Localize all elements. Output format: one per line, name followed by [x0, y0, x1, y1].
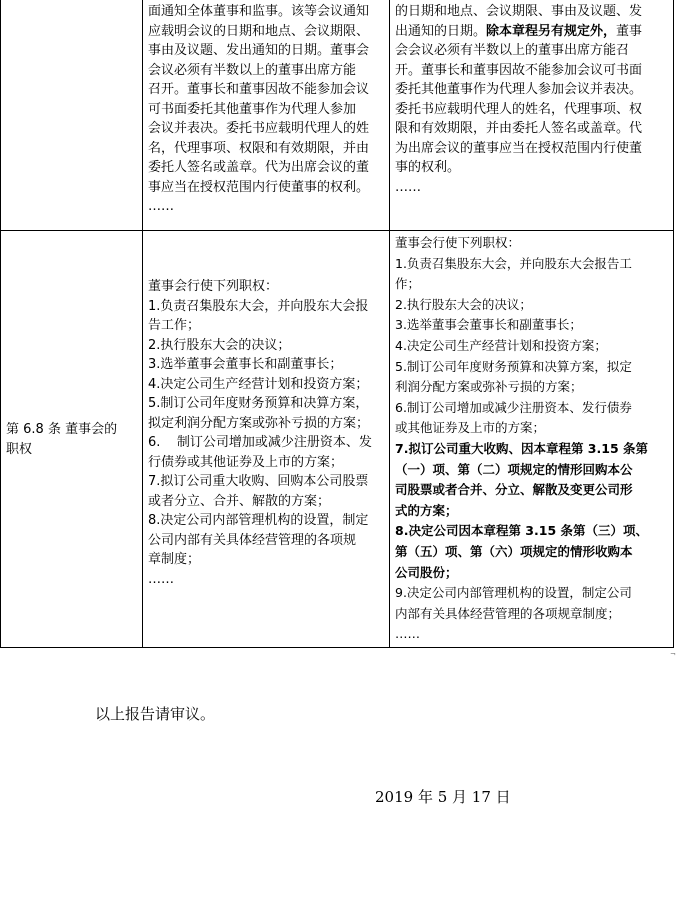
text-line: …… — [395, 179, 421, 195]
text-line: 利润分配方案或弥补亏损的方案； — [395, 379, 583, 395]
text-line: …… — [148, 571, 174, 587]
text-line: 章制度； — [148, 552, 201, 567]
text-line: 1.负责召集股东大会，并向股东大会报 — [148, 298, 369, 314]
text-line: 会会议必须有半数以上的董事出席方能召 — [395, 43, 630, 58]
article-label — [6, 420, 138, 460]
text-line-bold: 8.决定公司因本章程第 3.15 条第（三）项、 — [395, 523, 648, 539]
table-divider-2 — [389, 0, 390, 648]
text-line: 事应当在授权范围内行使董事的权利。 — [148, 179, 370, 195]
table-border-bottom — [0, 647, 674, 648]
text-line: 应载明会议的日期和地点、会议期限、 — [148, 23, 370, 39]
text-line: 召开。董事长和董事因故不能参加会议 — [148, 82, 370, 97]
text-line: 6. 制订公司增加或减少注册资本、发 — [148, 435, 372, 450]
report-date: 2019 年 5 月 17 日 — [375, 788, 511, 806]
text-line: 3.选举董事会董事长和副董事长； — [148, 357, 343, 372]
text-line: 6.制订公司增加或减少注册资本、发行债券 — [395, 399, 632, 415]
text-line: 会议并表决。委托书应载明代理人的姓 — [148, 121, 370, 136]
text-line: 出通知的日期。除本章程另有规定外，董事 — [395, 23, 643, 39]
article-label-line: 第 6.8 条 董事会的 — [6, 422, 118, 437]
text-line: 事的权利。 — [395, 160, 461, 175]
row1-revised-text — [395, 2, 669, 197]
text-line-bold: 7.拟订公司重大收购、因本章程第 3.15 条第 — [395, 440, 648, 456]
text-line-bold: 式的方案； — [395, 502, 458, 518]
text-line: 开。董事长和董事因故不能参加会议可书面 — [395, 62, 643, 78]
row-divider — [0, 230, 674, 231]
text-line: 1.负责召集股东大会，并向股东大会报告工 — [395, 255, 632, 271]
text-line: 内部有关具体经营管理的各项规章制度； — [395, 605, 621, 621]
text-line: 委托其他董事作为代理人参加会议并表决。 — [395, 82, 643, 97]
text-line: 面通知全体董事和监事。该等会议通知 — [148, 4, 370, 19]
inserted-clause: 除本章程另有规定外， — [486, 23, 617, 39]
table-border-right — [673, 0, 674, 648]
text-line-bold: 第（五）项、第（六）项规定的情形收购本 — [395, 543, 633, 559]
page-marker-icon: ¬ — [670, 650, 676, 658]
text-line: 或其他证券及上市的方案； — [395, 420, 546, 436]
text-line: 4.决定公司生产经营计划和投资方案； — [395, 337, 607, 353]
text-line: 5.制订公司年度财务预算和决算方案，拟定 — [395, 358, 632, 374]
table-border-left — [0, 0, 1, 648]
text-line: 可书面委托其他董事作为代理人参加 — [148, 101, 357, 117]
text-line: 董事会行使下列职权： — [148, 279, 279, 294]
row1-original-text — [148, 2, 386, 217]
text-line: 会议必须有半数以上的董事出席方能 — [148, 62, 357, 78]
text-line: 限和有效期限，并由委托人签名或盖章。代 — [395, 121, 643, 136]
text-line: 董事会行使下列职权： — [395, 235, 521, 250]
text-line: 委托人签名或盖章。代为出席会议的董 — [148, 160, 370, 175]
text-line: 2.执行股东大会的决议； — [148, 337, 291, 353]
text-line: 7.拟订公司重大收购、回购本公司股票 — [148, 474, 369, 489]
text-line-bold: 公司股份； — [395, 564, 458, 580]
text-line: 的日期和地点、会议期限、事由及议题、发 — [395, 4, 643, 19]
text-line: 告工作； — [148, 318, 201, 333]
text-line: 为出席会议的董事应当在授权范围内行使董 — [395, 140, 643, 156]
text-line: 8.决定公司内部管理机构的设置，制定 — [148, 513, 369, 528]
text-line: …… — [148, 199, 174, 214]
text-line: 2.执行股东大会的决议； — [395, 296, 532, 312]
conclusion-text: 以上报告请审议。 — [95, 705, 216, 723]
text-line: 作； — [395, 276, 421, 292]
row2-original-text — [148, 277, 386, 589]
text-line: 9.决定公司内部管理机构的设置，制定公司 — [395, 585, 632, 601]
text-line: 行债券或其他证券及上市的方案； — [148, 454, 344, 470]
article-label-line: 职权 — [6, 442, 33, 457]
text-line: 委托书应载明代理人的姓名，代理事项、权 — [395, 101, 643, 117]
row2-revised-text — [395, 233, 669, 645]
text-line-bold: （一）项、第（二）项规定的情形回购本公 — [395, 461, 633, 477]
text-line: 3.选举董事会董事长和副董事长； — [395, 317, 582, 333]
text-line: 4.决定公司生产经营计划和投资方案； — [148, 376, 369, 392]
text-line: …… — [395, 626, 420, 642]
table-divider-1 — [142, 0, 143, 648]
text-line: 名，代理事项、权限和有效期限，并由 — [148, 140, 370, 156]
text-line-bold: 司股票或者合并、分立、解散及变更公司形 — [395, 482, 633, 498]
text-line: 拟定利润分配方案或弥补亏损的方案； — [148, 415, 370, 431]
text-line: 5.制订公司年度财务预算和决算方案， — [148, 396, 369, 411]
text-line: 或者分立、合并、解散的方案； — [148, 493, 331, 509]
text-line: 事由及议题、发出通知的日期。董事会 — [148, 43, 370, 58]
text-line: 公司内部有关具体经营管理的各项规 — [148, 532, 357, 548]
